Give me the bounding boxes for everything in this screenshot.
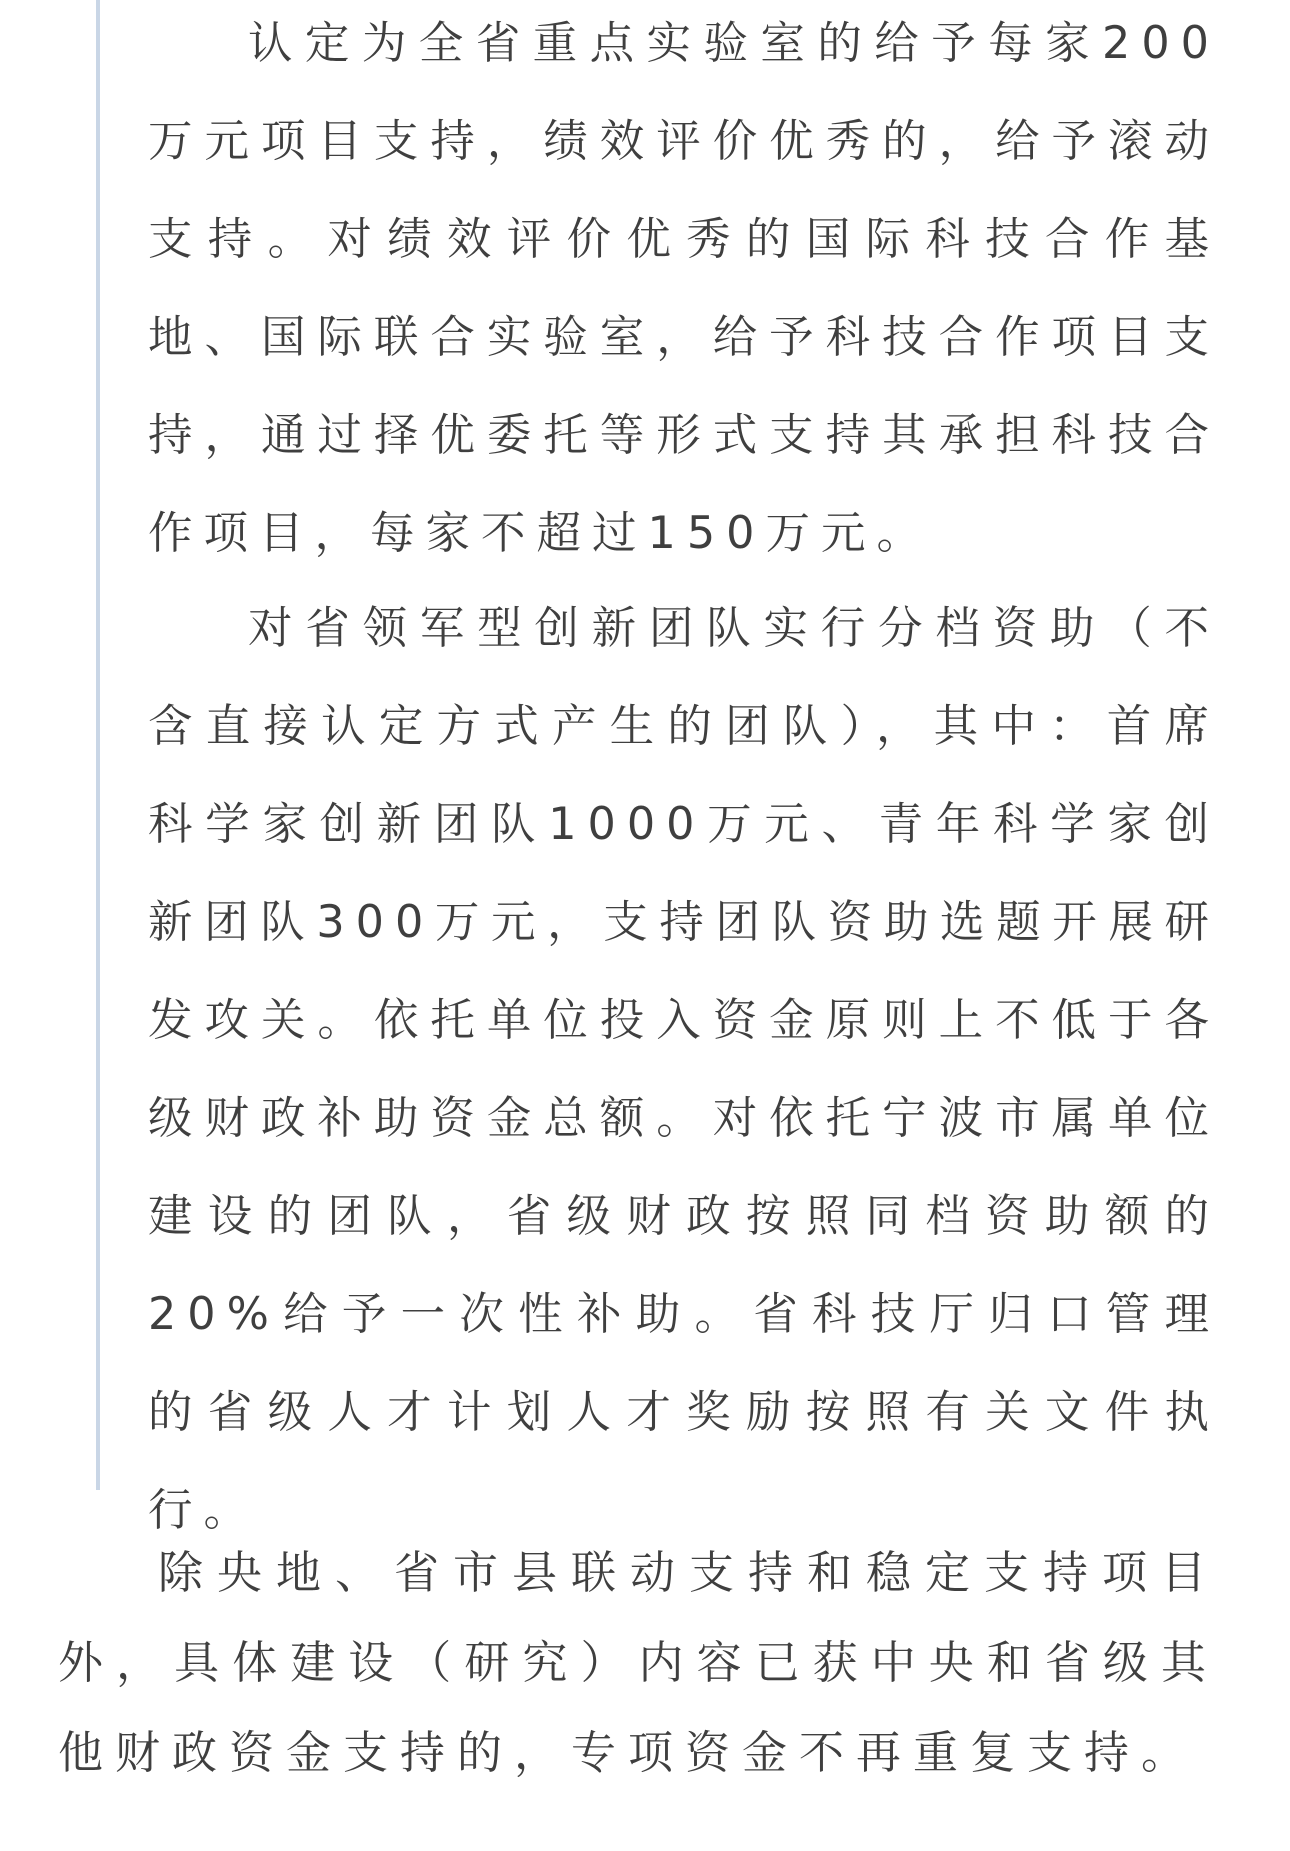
quote-paragraph-lab-support: 认定为全省重点实验室的给予每家200万元项目支持，绩效评价优秀的，给予滚动支持。对绩效评价优秀的国际科技合作基地、国际联合实验室，给予科技合作项目支持，通过择优委托等形式支持其承担科技合作项目，每家不超过150万元。 bbox=[148, 18, 1220, 559]
quote-paragraph-team-funding: 对省领军型创新团队实行分档资助（不含直接认定方式产生的团队），其中：首席科学家创新团队1000万元、青年科学家创新团队300万元，支持团队资助选题开展研发攻关。依托单位投入资金原则上不低于各级财政补助资金总额。对依托宁波市属单位建设的团队，省级财政按照同档资助额的20%给予一次性补助。省科技厅归口管理的省级人才计划人才奖励按照有关文件执行。 bbox=[148, 603, 1220, 1536]
body-paragraph-no-duplicate-support: 除央地、省市县联动支持和稳定支持项目外，具体建设（研究）内容已获中央和省级其他财政资金支持的，专项资金不再重复支持。 bbox=[58, 1546, 1218, 1779]
blockquote bbox=[96, 0, 1220, 1536]
